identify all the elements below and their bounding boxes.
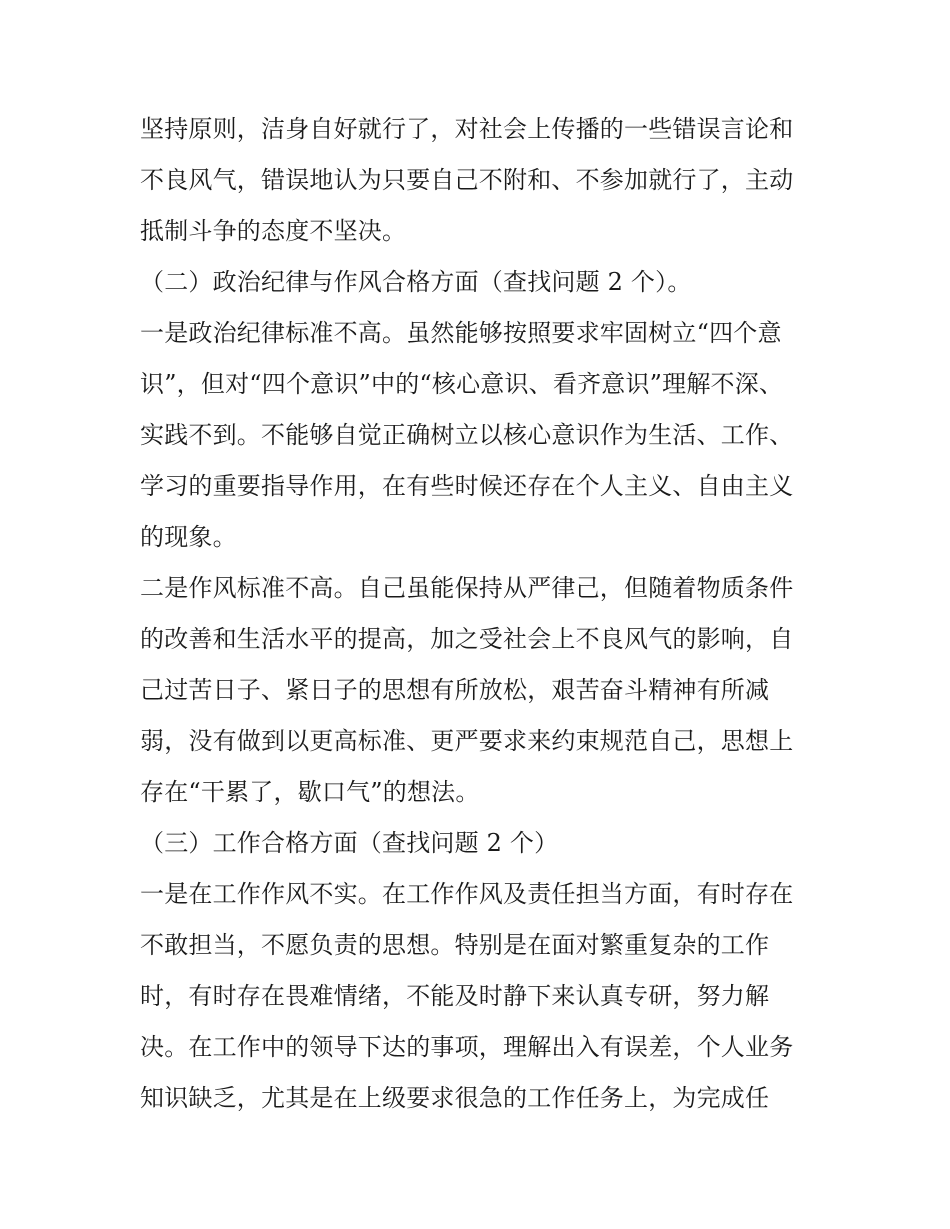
text-line: 的改善和生活水平的提高，加之受社会上不良风气的影响，自 [140, 625, 794, 653]
text-line: 不良风气，错误地认为只要自己不附和、不参加就行了，主动 [140, 166, 794, 194]
text-line: 知识缺乏，尤其是在上级要求很急的工作任务上，为完成任 [140, 1084, 770, 1112]
text-line: 时，有时存在畏难情绪，不能及时静下来认真专研，努力解 [140, 982, 770, 1010]
text-line: 坚持原则，洁身自好就行了，对社会上传播的一些错误言论和 [140, 115, 794, 143]
section-heading: （三）工作合格方面（查找问题 2 个） [140, 829, 559, 857]
text-line: 弱，没有做到以更高标准、更严要求来约束规范自己，思想上 [140, 727, 794, 755]
text-line: 识”，但对“四个意识”中的“核心意识、看齐意识”理解不深、 [140, 370, 784, 398]
text-line: 己过苦日子、紧日子的思想有所放松，艰苦奋斗精神有所减 [140, 676, 770, 704]
text-line: 的现象。 [140, 523, 237, 551]
text-line: 二是作风标准不高。自己虽能保持从严律己，但随着物质条件 [140, 574, 794, 602]
text-line: 抵制斗争的态度不坚决。 [140, 217, 407, 245]
text-line: 学习的重要指导作用，在有些时候还存在个人主义、自由主义 [140, 472, 794, 500]
section-heading: （二）政治纪律与作风合格方面（查找问题 2 个）。 [140, 268, 692, 296]
text-line: 一是政治纪律标准不高。虽然能够按照要求牢固树立“四个意 [140, 319, 782, 347]
text-line: 决。在工作中的领导下达的事项，理解出入有误差，个人业务 [140, 1033, 794, 1061]
text-line: 不敢担当，不愿负责的思想。特别是在面对繁重复杂的工作 [140, 931, 770, 959]
text-line: 存在“干累了，歇口气”的想法。 [140, 778, 480, 806]
text-line: 实践不到。不能够自觉正确树立以核心意识作为生活、工作、 [140, 421, 794, 449]
text-line: 一是在工作作风不实。在工作作风及责任担当方面，有时存在 [140, 880, 794, 908]
